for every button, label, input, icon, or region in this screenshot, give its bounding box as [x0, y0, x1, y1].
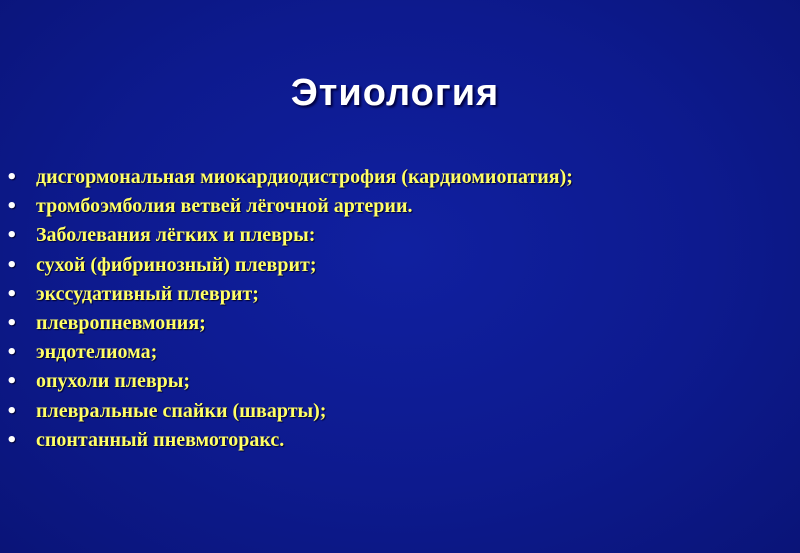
bullet-marker: • [6, 254, 18, 276]
bullet-item [0, 163, 790, 192]
bullet-item [0, 251, 790, 280]
bullet-text: тромбоэмболия ветвей лёгочной артерии. [36, 195, 413, 218]
bullet-item [0, 280, 790, 309]
bullet-text: дисгормональная миокардиодистрофия (кардиомиопатия); [36, 166, 573, 188]
bullet-list [0, 163, 790, 455]
bullet-marker: • [6, 371, 18, 393]
bullet-text: плевропневмония; [36, 311, 206, 334]
bullet-marker: • [6, 312, 18, 334]
bullet-marker: • [6, 167, 18, 188]
bullet-marker: • [6, 429, 18, 451]
bullet-item [0, 221, 790, 250]
bullet-text: сухой (фибринозный) плеврит; [36, 253, 317, 276]
bullet-marker: • [6, 342, 18, 364]
bullet-item [0, 426, 790, 455]
bullet-item [0, 397, 790, 426]
bullet-item [0, 338, 790, 367]
slide-title: Этиология [290, 72, 500, 114]
bullet-text: Заболевания лёгких и плевры: [36, 224, 316, 247]
bullet-item [0, 192, 790, 221]
bullet-text: опухоли плевры; [36, 370, 191, 393]
bullet-marker: • [6, 400, 18, 422]
bullet-marker: • [6, 196, 18, 218]
bullet-text: эндотелиома; [36, 341, 158, 364]
bullet-marker: • [6, 225, 18, 247]
bullet-item [0, 309, 790, 338]
bullet-text: экссудативный плеврит; [36, 282, 259, 305]
bullet-marker: • [6, 283, 18, 305]
bullet-item [0, 367, 790, 396]
bullet-text: спонтанный пневмоторакс. [36, 428, 285, 451]
bullet-text: плевральные спайки (шварты); [36, 399, 327, 422]
